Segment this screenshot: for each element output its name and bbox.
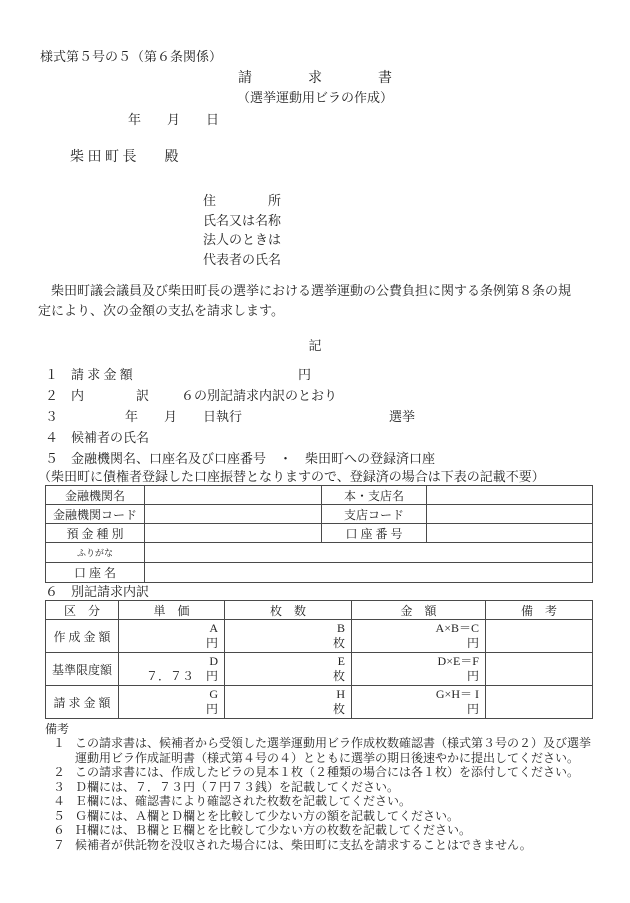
item-3-row — [45, 406, 630, 427]
claim-unit-price-cell — [119, 686, 225, 719]
creation-amount-label-cell: 作 成 金 額 — [46, 620, 119, 653]
note-item-1 — [53, 736, 630, 765]
item-2-label: 内 訳 — [71, 388, 150, 403]
standard-limit-count-letter: E — [337, 654, 345, 668]
item-2-number: ２ — [45, 388, 59, 403]
note-1-number: １ — [53, 736, 66, 750]
item-5-label: 金融機関名、口座名及び口座番号 ・ 柴田町への登録済口座 — [71, 451, 436, 466]
breakdown-header-row — [46, 601, 593, 620]
item-4-row — [45, 427, 630, 448]
form-number: 様式第５号の５（第６条関係） — [40, 49, 223, 64]
bank-table-row — [46, 563, 593, 583]
note-4-text: Ｅ欄には、確認書により確認された枚数を記載してください。 — [75, 794, 412, 808]
note-item-2 — [53, 765, 630, 780]
body-paragraph: 柴田町議会議員及び柴田町長の選挙における選挙運動の公費負担に関する条例第８条の規定により、次の金額の支払を請求します。 — [38, 283, 572, 318]
applicant-address-label: 住 所 — [203, 193, 282, 208]
item-2-row — [45, 385, 630, 406]
breakdown-header-count: 枚 数 — [225, 601, 352, 620]
item-4-label: 候補者の氏名 — [71, 430, 150, 445]
note-6-text: Ｈ欄には、Ｂ欄とＥ欄とを比較して少ない方の枚数を記載してください。 — [75, 823, 472, 837]
ki-mark: 記 — [308, 338, 322, 353]
note-5-number: ５ — [53, 808, 66, 823]
note-3-number: ３ — [53, 779, 66, 794]
bank-account-table — [45, 485, 593, 583]
item-1-row — [45, 364, 630, 385]
applicant-name-label: 氏名又は名称 — [203, 212, 282, 228]
creation-amount-formula: A×B＝C — [435, 621, 479, 635]
claim-amount-cell — [352, 686, 486, 719]
branch-code-input-cell — [427, 505, 593, 524]
bank-name-input-cell — [145, 486, 322, 505]
claim-remarks-cell — [486, 686, 593, 719]
item-3-date: 年 月 日執行 — [125, 409, 243, 424]
note-item-6 — [53, 823, 630, 838]
standard-limit-remarks-cell — [486, 653, 593, 686]
standard-limit-amount-cell — [352, 653, 486, 686]
applicant-corp-line2: 代表者の氏名 — [203, 251, 282, 267]
note-7-number: ７ — [53, 837, 66, 852]
item-3-election: 選挙 — [389, 409, 416, 424]
date-line: 年 月 日 — [128, 112, 220, 127]
section-6-heading: ６ 別記請求内訳 — [45, 584, 150, 599]
deposit-type-label-cell: 預 金 種 別 — [46, 524, 145, 543]
breakdown-row-standard-limit — [46, 653, 593, 686]
claim-amount-label-cell: 請 求 金 額 — [46, 686, 119, 719]
claim-amount-formula: G×H＝ I — [435, 687, 479, 701]
note-2-text: この請求書には、作成したビラの見本１枚（２種類の場合には各１枚）を添付してください。 — [75, 765, 580, 779]
creation-unit-price-cell — [119, 620, 225, 653]
document-title: 請 求 書 — [238, 71, 392, 86]
note-1-text: この請求書は、候補者から受領した選挙運動用ビラ作成枚数確認書（様式第３号の２）及び選挙運動用ビラ作成証明書（様式第４号の４）とともに選挙の期日後速やかに提出してください。 — [75, 736, 592, 765]
account-number-label-cell: 口 座 番 号 — [322, 524, 427, 543]
claim-count-unit: 枚 — [332, 702, 345, 716]
breakdown-row-claim-amount — [46, 686, 593, 719]
claim-count-cell — [225, 686, 352, 719]
standard-limit-unit-price-value: ７．７３ 円 — [145, 669, 218, 683]
deposit-type-input-cell — [145, 524, 322, 543]
bank-table-row — [46, 524, 593, 543]
bank-table-row — [46, 505, 593, 524]
item-list — [0, 364, 630, 483]
branch-name-label-cell: 本・支店名 — [322, 486, 427, 505]
breakdown-table — [45, 600, 593, 719]
note-2-number: ２ — [53, 765, 66, 779]
creation-unit-price-letter: A — [209, 621, 218, 635]
addressee-line: 柴 田 町 長 殿 — [70, 150, 179, 165]
note-item-4 — [53, 794, 630, 809]
claim-unit-price-letter: G — [209, 687, 218, 701]
breakdown-header-remarks: 備 考 — [486, 601, 593, 620]
breakdown-row-creation-amount — [46, 620, 593, 653]
furigana-label-cell: ふりがな — [46, 543, 145, 563]
bank-table-row — [46, 486, 593, 505]
item-5-note: （柴田町に債権者登録した口座振替となりますので、登録済の場合は下表の記載不要） — [38, 469, 545, 484]
note-5-text: Ｇ欄には、Ａ欄とＤ欄とを比較して少ない方の額を記載してください。 — [75, 808, 460, 823]
item-2-value: ６の別記請求内訳のとおり — [181, 388, 338, 403]
creation-count-letter: B — [336, 621, 345, 635]
item-4-number: ４ — [45, 430, 59, 445]
standard-limit-label-cell: 基準限度額 — [46, 653, 119, 686]
standard-limit-amount-unit: 円 — [466, 669, 479, 683]
creation-amount-unit: 円 — [466, 636, 479, 650]
standard-limit-count-cell — [225, 653, 352, 686]
creation-amount-cell — [352, 620, 486, 653]
bank-code-label-cell: 金融機関コード — [46, 505, 145, 524]
breakdown-header-amount: 金 額 — [352, 601, 486, 620]
claim-amount-unit: 円 — [466, 702, 479, 716]
account-number-input-cell — [427, 524, 593, 543]
note-3-text: Ｄ欄には、７．７３円（７円７３銭）を記載してください。 — [75, 779, 400, 794]
applicant-corp-line1: 法人のときは — [203, 232, 282, 247]
creation-count-unit: 枚 — [332, 636, 345, 650]
branch-code-label-cell: 支店コード — [322, 505, 427, 524]
standard-limit-unit-price-cell — [119, 653, 225, 686]
furigana-input-cell — [145, 543, 593, 563]
bank-code-input-cell — [145, 505, 322, 524]
claim-unit-price-unit: 円 — [205, 702, 218, 716]
note-item-3 — [53, 780, 630, 795]
branch-name-input-cell — [427, 486, 593, 505]
bank-name-label-cell: 金融機関名 — [46, 486, 145, 505]
creation-remarks-cell — [486, 620, 593, 653]
note-item-7 — [53, 838, 630, 853]
item-5-row — [45, 448, 630, 469]
account-name-input-cell — [145, 563, 593, 583]
breakdown-header-category: 区 分 — [46, 601, 119, 620]
item-1-label: 請 求 金 額 — [71, 367, 133, 382]
note-item-5 — [53, 809, 630, 824]
standard-limit-amount-formula: D×E＝F — [437, 654, 479, 668]
note-6-number: ６ — [53, 823, 66, 837]
note-7-text: 候補者が供託物を没収された場合には、柴田町に支払を請求することはできません。 — [75, 837, 532, 852]
claim-count-letter: H — [336, 687, 345, 701]
breakdown-header-unit-price: 単 価 — [119, 601, 225, 620]
notes-title: 備考 — [45, 722, 70, 736]
item-5-number: ５ — [45, 451, 59, 466]
creation-count-cell — [225, 620, 352, 653]
applicant-block — [203, 191, 630, 269]
note-4-number: ４ — [53, 794, 66, 808]
document-subtitle: （選挙運動用ビラの作成） — [236, 90, 393, 105]
creation-unit-price-unit: 円 — [205, 636, 218, 650]
item-3-number: ３ — [45, 409, 59, 424]
account-name-label-cell: 口 座 名 — [46, 563, 145, 583]
standard-limit-unit-price-letter: D — [209, 654, 218, 668]
notes-list — [53, 736, 630, 852]
standard-limit-count-unit: 枚 — [332, 669, 345, 683]
bank-table-row — [46, 543, 593, 563]
item-1-unit: 円 — [298, 367, 312, 382]
item-1-number: １ — [45, 367, 59, 382]
